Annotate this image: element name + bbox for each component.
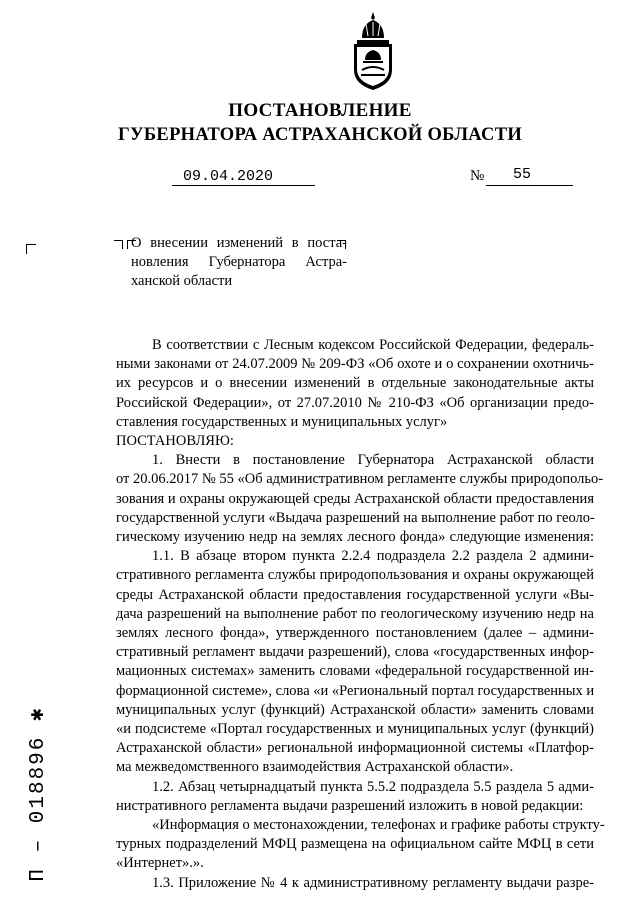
body-line: Астраханской области» региональной информационной системы «Платфор- [116,740,594,757]
body-line: стративного регламента службы природопользования и охраны окружающей [116,567,594,584]
body-line: 1.3. Приложение № 4 к административному регламенту выдачи разре- [152,874,594,891]
body-line: турных подразделений МФЦ размещена на официальном сайте МФЦ в сети [116,836,594,853]
document-body [116,336,605,893]
body-line: от 20.06.2017 № 55 «Об административном регламенте службы природопольо- [116,471,604,488]
number-underline [486,185,573,186]
document-date: 09.04.2020 [183,168,274,185]
subject-line: ханской области [131,273,233,289]
subject-line: новления Губернатора Астра- [131,254,347,270]
corner-mark-left [26,244,36,254]
date-underline [172,185,315,186]
body-line: 1. Внести в постановление Губернатора Астраханской области [152,452,594,469]
body-line: дача разрешений на выполнение работ по геологическому изучению недр на [116,605,594,622]
body-line: «Интернет».». [116,855,204,872]
document-subtitle: ГУБЕРНАТОРА АСТРАХАНСКОЙ ОБЛАСТИ [117,125,523,145]
coat-of-arms-icon [348,10,398,94]
body-line: ставления государственных и муниципальных услуг» [116,413,448,430]
body-line: государственной услуги «Выдача разрешений на выполнение работ по геоло- [116,509,595,526]
body-line: «и подсистеме «Портал государственных и муниципальных услуг (функций) [116,721,594,738]
body-line-decree: ПОСТАНОВЛЯЮ: [116,433,234,450]
number-sign: № [470,168,485,184]
body-line: 1.1. В абзаце втором пункта 2.2.4 подраздела 2.2 раздела 2 админи- [152,548,594,565]
body-line: 1.2. Абзац четырнадцатый пункта 5.5.2 подраздела 5.5 раздела 5 адми- [152,778,594,795]
body-line: «Информация о местонахождении, телефонах и графике работы структу- [152,817,605,834]
serial-number [22,704,52,884]
body-line: муниципальных услуг (функций) Астраханской области» заменить словами [116,701,594,718]
body-line: зования и охраны окружающей среды Астраханской области предоставления [116,490,594,507]
body-line: формационной системе», слова «и «Региональный портал государственных и [116,682,595,699]
body-line: гическому изучению недр на землях лесного фонда» следующие изменения: [116,529,594,546]
corner-mark-subject-left-a [114,240,123,249]
body-line: их ресурсов и о внесении изменений в отдельные законодательные акты [116,375,594,392]
body-line: нистративного регламента выдачи разрешений изложить в новой редакции: [116,797,584,814]
serial-number-text: П – 018896 ✱ [27,706,50,882]
body-line: землях лесного фонда», утвержденного постановлением (далее – админи- [116,625,594,642]
document-number: 55 [513,166,532,183]
body-line: стративный регламент выдачи разрешений), слова «государственных инфор- [116,644,594,661]
body-line: Российской Федерации», от 27.07.2010 № 210-ФЗ «Об организации предо- [116,394,594,411]
body-line: В соответствии с Лесным кодексом Российской Федерации, федераль- [152,337,594,353]
body-line: среды Астраханской области предоставления государственной услуги «Вы- [116,586,594,603]
body-line: ными законами от 24.07.2009 № 209-ФЗ «Об охоте и о сохранении охотничь- [116,356,594,373]
subject-line: О внесении изменений в поста- [131,235,347,251]
body-line: мационных системах» заменить словами «федеральной государственной ин- [116,663,594,680]
document-subject [131,234,347,291]
document-title: ПОСТАНОВЛЕНИЕ [228,100,412,121]
body-line: ма межведомственного взаимодействия Астраханской области». [116,759,514,776]
